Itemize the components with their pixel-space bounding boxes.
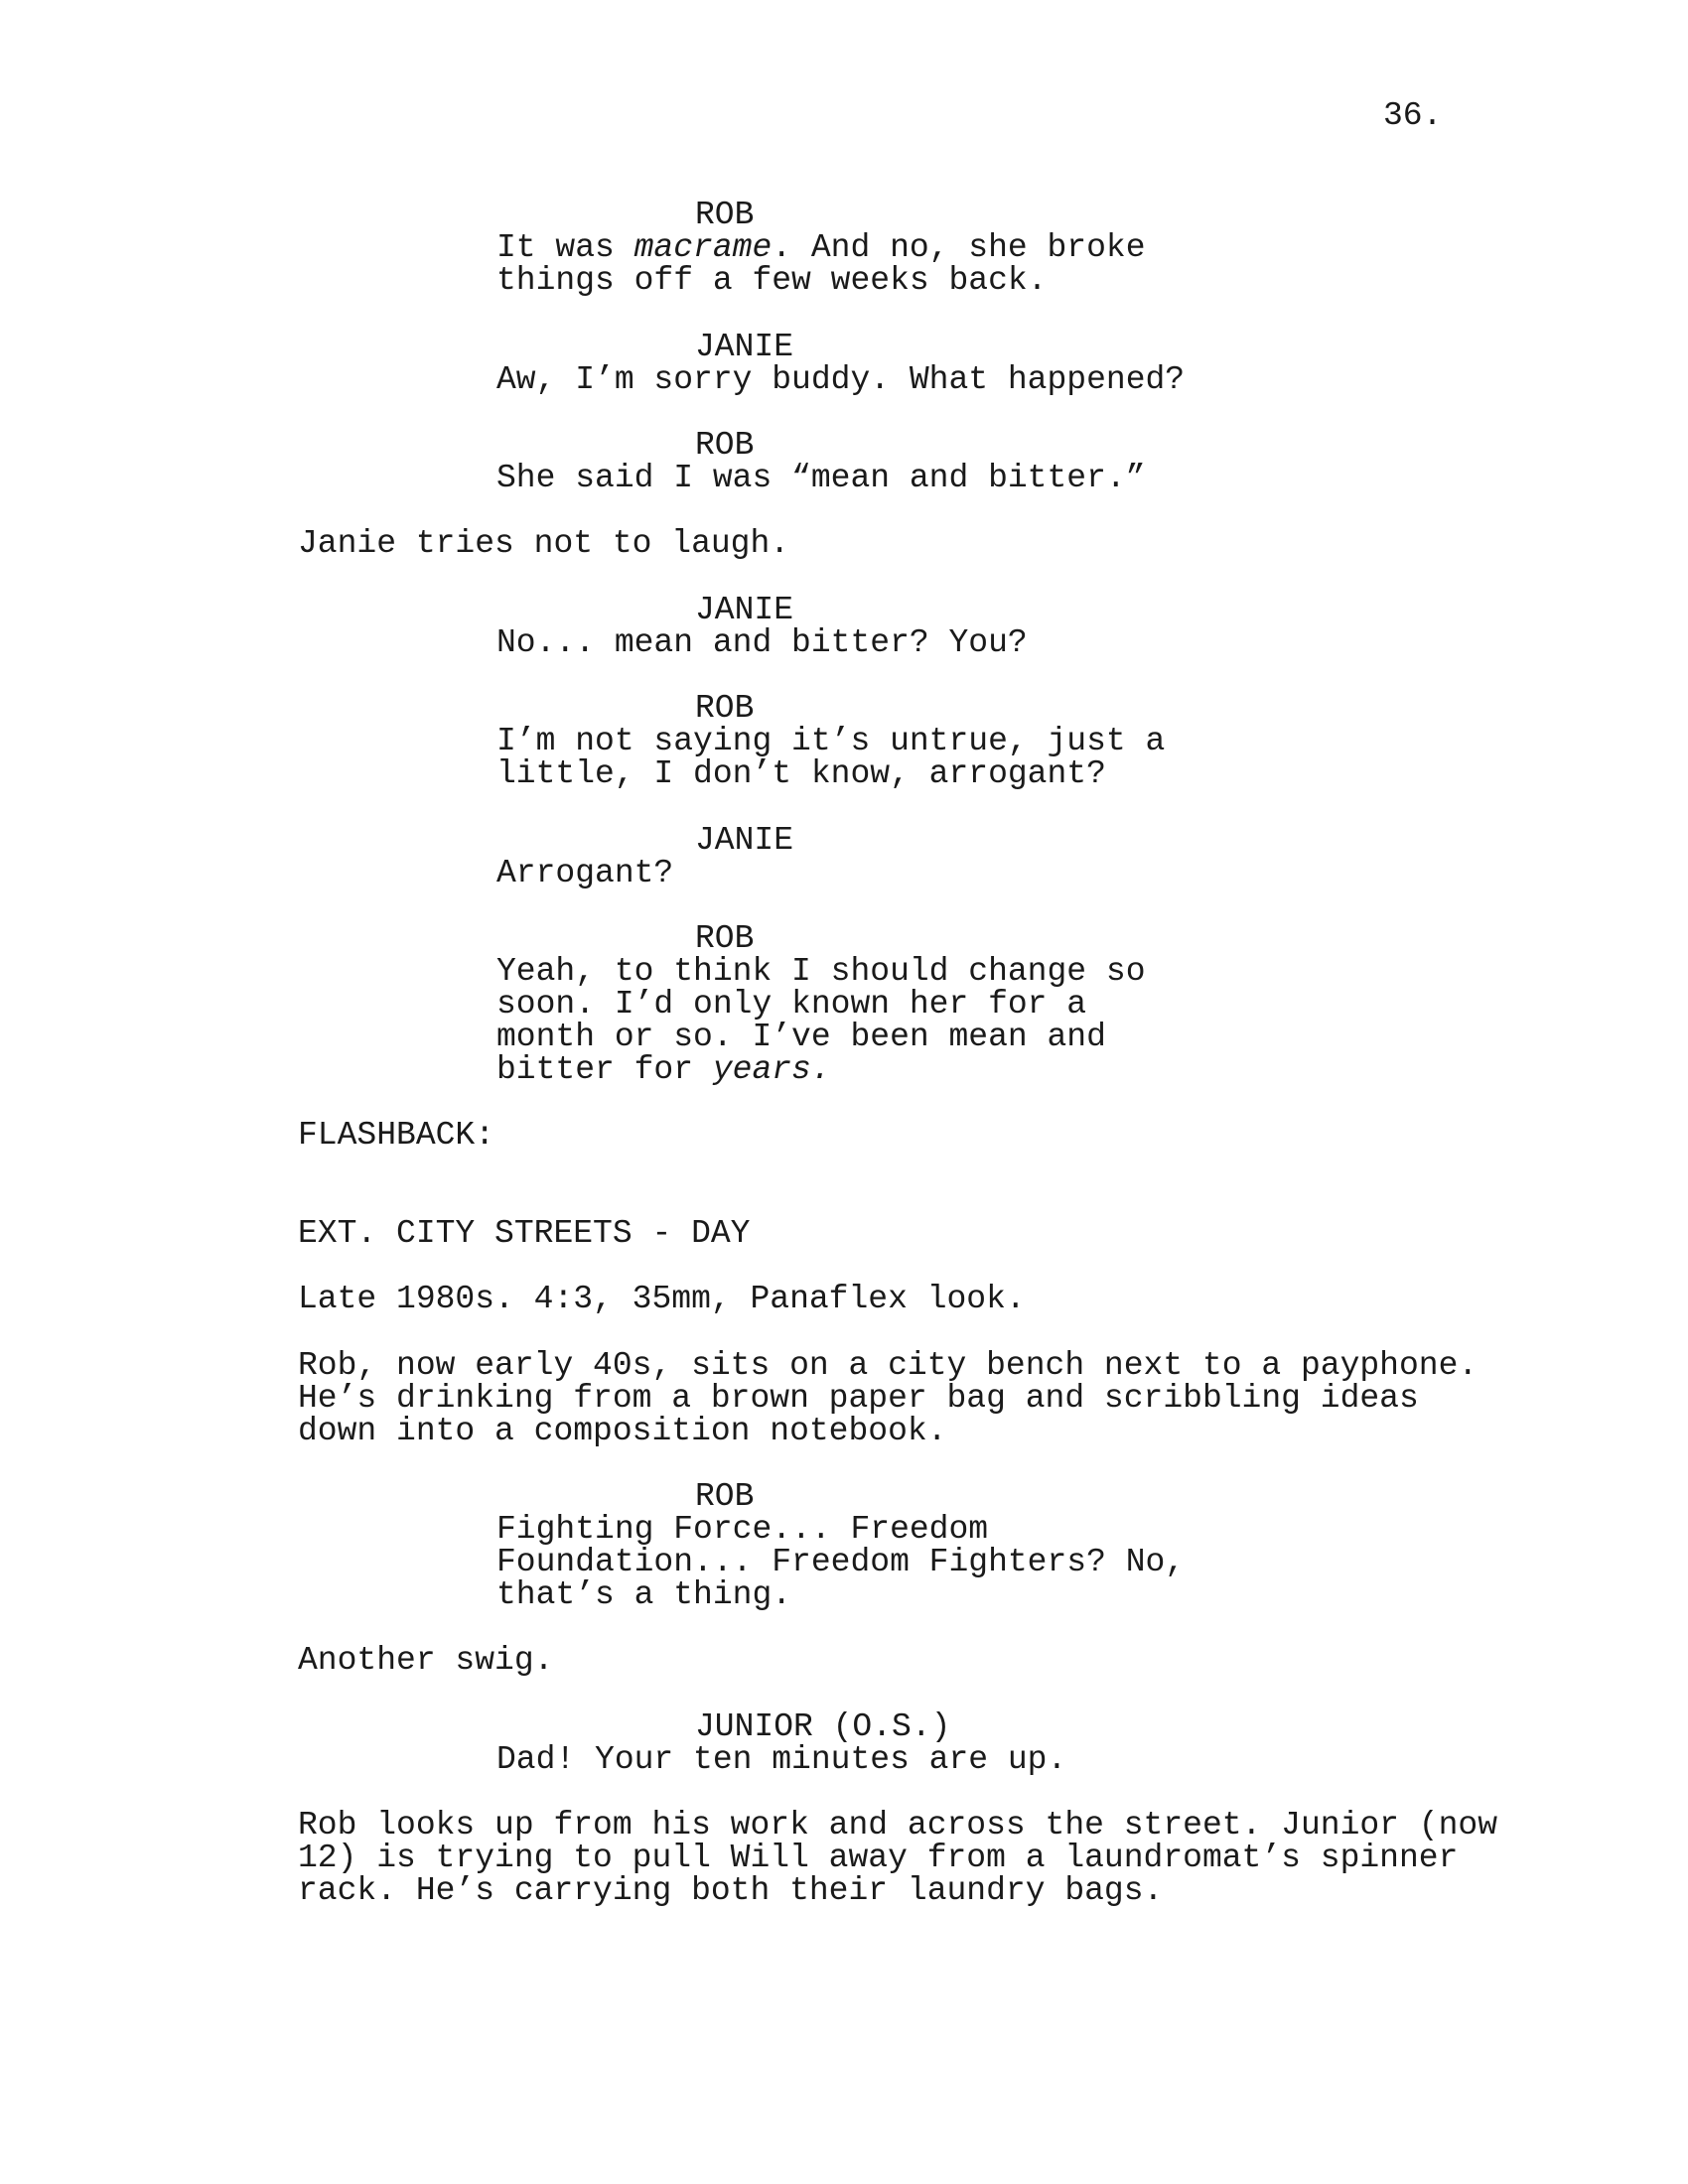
dialogue-line: Yeah, to think I should change so bbox=[496, 953, 1146, 990]
scene-heading: EXT. CITY STREETS - DAY bbox=[298, 1215, 751, 1252]
dialogue-text: bitter for bbox=[496, 1051, 713, 1088]
dialogue-line bbox=[496, 1053, 831, 1086]
dialogue-line: soon. I’d only known her for a bbox=[496, 986, 1087, 1023]
character-cue: JANIE bbox=[695, 822, 794, 859]
action-line: Another swig. bbox=[298, 1642, 554, 1679]
page-number: 36. bbox=[1383, 97, 1443, 134]
action-line: Rob, now early 40s, sits on a city bench next to a payphone. bbox=[298, 1347, 1478, 1384]
character-cue: ROB bbox=[695, 690, 755, 727]
dialogue-text: . And no, she broke bbox=[772, 229, 1146, 266]
dialogue-line: I’m not saying it’s untrue, just a bbox=[496, 723, 1166, 759]
character-cue: JANIE bbox=[695, 329, 794, 365]
dialogue-line: Fighting Force... Freedom bbox=[496, 1511, 989, 1548]
character-cue: JUNIOR (O.S.) bbox=[695, 1708, 951, 1745]
dialogue-line: Aw, I’m sorry buddy. What happened? bbox=[496, 361, 1186, 398]
dialogue-emphasis: macrame bbox=[633, 229, 773, 266]
dialogue-text: It was bbox=[496, 229, 634, 266]
dialogue-line: month or so. I’ve been mean and bbox=[496, 1019, 1106, 1055]
action-line: rack. He’s carrying both their laundry bags. bbox=[298, 1872, 1164, 1909]
character-cue: ROB bbox=[695, 920, 755, 957]
action-line: 12) is trying to pull Will away from a laundromat’s spinner bbox=[298, 1840, 1459, 1876]
action-line: Janie tries not to laugh. bbox=[298, 525, 790, 562]
dialogue-line: little, I don’t know, arrogant? bbox=[496, 755, 1106, 792]
character-cue: ROB bbox=[695, 197, 755, 233]
dialogue-line: Arrogant? bbox=[496, 855, 674, 891]
dialogue-line bbox=[496, 231, 1146, 264]
action-line: Late 1980s. 4:3, 35mm, Panaflex look. bbox=[298, 1281, 1026, 1317]
character-cue: ROB bbox=[695, 427, 755, 464]
dialogue-line: She said I was “mean and bitter.” bbox=[496, 460, 1146, 496]
dialogue-line: Foundation... Freedom Fighters? No, bbox=[496, 1544, 1186, 1580]
dialogue-line: that’s a thing. bbox=[496, 1576, 792, 1613]
dialogue-emphasis: years. bbox=[712, 1051, 831, 1088]
action-line: down into a composition notebook. bbox=[298, 1413, 947, 1449]
action-line: Rob looks up from his work and across the street. Junior (now bbox=[298, 1807, 1497, 1843]
character-cue: JANIE bbox=[695, 592, 794, 628]
dialogue-line: things off a few weeks back. bbox=[496, 262, 1048, 299]
transition-line: FLASHBACK: bbox=[298, 1117, 495, 1154]
character-cue: ROB bbox=[695, 1478, 755, 1515]
dialogue-line: Dad! Your ten minutes are up. bbox=[496, 1741, 1067, 1778]
action-line: He’s drinking from a brown paper bag and scribbling ideas bbox=[298, 1380, 1419, 1417]
dialogue-line: No... mean and bitter? You? bbox=[496, 624, 1028, 661]
